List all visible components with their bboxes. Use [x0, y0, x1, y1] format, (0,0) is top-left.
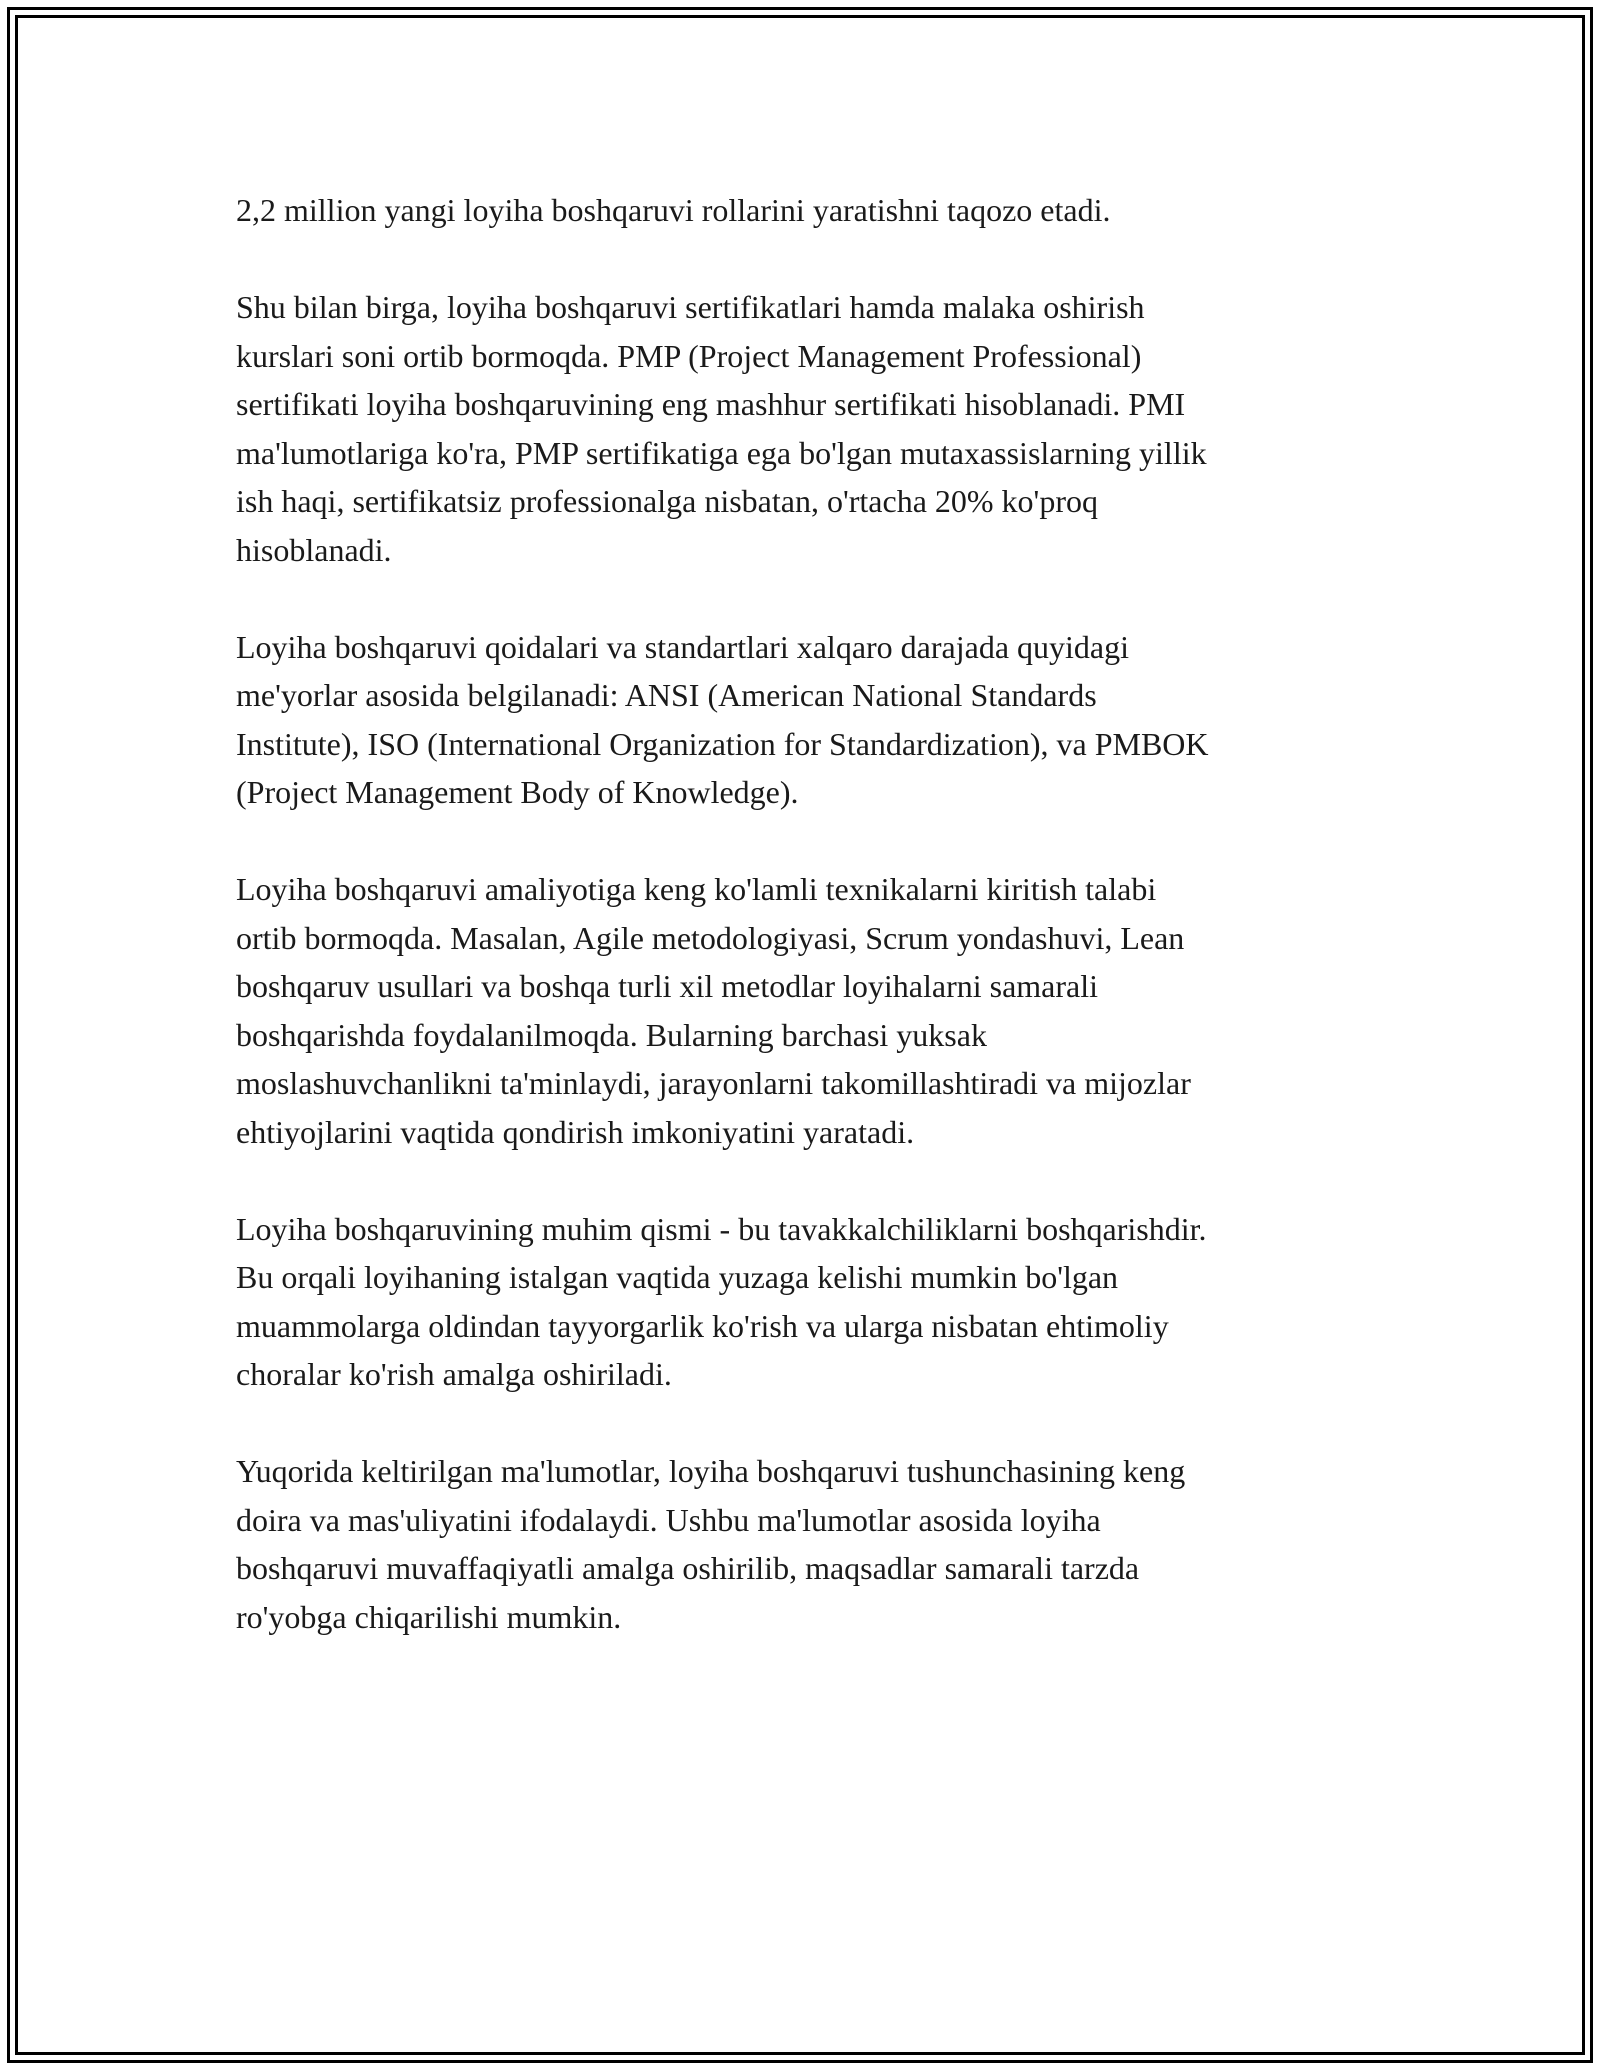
text-line: ma'lumotlariga ko'ra, PMP sertifikatiga ega bo'lgan mutaxassislarning yillik — [236, 434, 1207, 471]
text-line: me'yorlar asosida belgilanadi: ANSI (American National Standards — [236, 677, 1097, 713]
text-line: Yuqorida keltirilgan ma'lumotlar, loyiha boshqaruvi tushunchasining keng — [236, 1453, 1186, 1489]
text-line: Loyiha boshqaruvi qoidalari va standartlari xalqaro darajada quyidagi — [236, 628, 1130, 665]
text-line: moslashuvchanlikni ta'minlaydi, jarayonlarni takomillashtiradi va mijozlar — [236, 1065, 1191, 1101]
text-line: kurslari soni ortib bormoqda. PMP (Project Management Professional) — [236, 337, 1142, 374]
text-line: 2,2 million yangi loyiha boshqaruvi rollarini yaratishni taqozo etadi. — [236, 192, 1111, 228]
paragraph-6 — [236, 1447, 1366, 1641]
text-line: ortib bormoqda. Masalan, Agile metodologiyasi, Scrum yondashuvi, Lean — [236, 919, 1185, 956]
text-line: choralar ko'rish amalga oshiriladi. — [236, 1356, 672, 1392]
text-line: hisoblanadi. — [236, 531, 392, 568]
text-line: Loyiha boshqaruvining muhim qismi - bu tavakkalchiliklarni boshqarishdir. — [236, 1210, 1207, 1247]
paragraph-2 — [236, 283, 1366, 574]
text-line: ish haqi, sertifikatsiz professionalga nisbatan, o'rtacha 20% ko'proq — [236, 483, 1098, 519]
text-line: sertifikati loyiha boshqaruvining eng mashhur sertifikati hisoblanadi. PMI — [236, 386, 1186, 422]
paragraph-4 — [236, 865, 1366, 1156]
text-line: boshqaruvi muvaffaqiyatli amalga oshirilib, maqsadlar samarali tarzda — [236, 1550, 1140, 1586]
text-line: ro'yobga chiqarilishi mumkin. — [236, 1598, 622, 1635]
paragraph-3 — [236, 623, 1366, 817]
text-line: doira va mas'uliyatini ifodalaydi. Ushbu ma'lumotlar asosida loyiha — [236, 1501, 1101, 1538]
text-line: muammolarga oldindan tayyorgarlik ko'rish va ularga nisbatan ehtimoliy — [236, 1307, 1169, 1344]
text-line: Shu bilan birga, loyiha boshqaruvi sertifikatlari hamda malaka oshirish — [236, 289, 1145, 325]
document-body — [236, 186, 1366, 1690]
paragraph-5 — [236, 1205, 1366, 1399]
text-line: ehtiyojlarini vaqtida qondirish imkoniyatini yaratadi. — [236, 1113, 915, 1150]
text-line: Institute), ISO (International Organization for Standardization), va PMBOK — [236, 725, 1209, 762]
text-line: (Project Management Body of Knowledge). — [236, 774, 799, 810]
text-line: boshqaruv usullari va boshqa turli xil metodlar loyihalarni samarali — [236, 968, 1099, 1004]
text-line: boshqarishda foydalanilmoqda. Bularning barchasi yuksak — [236, 1016, 987, 1053]
text-line: Bu orqali loyihaning istalgan vaqtida yuzaga kelishi mumkin bo'lgan — [236, 1259, 1119, 1295]
text-line: Loyiha boshqaruvi amaliyotiga keng ko'lamli texnikalarni kiritish talabi — [236, 871, 1157, 907]
paragraph-1 — [236, 186, 1366, 235]
